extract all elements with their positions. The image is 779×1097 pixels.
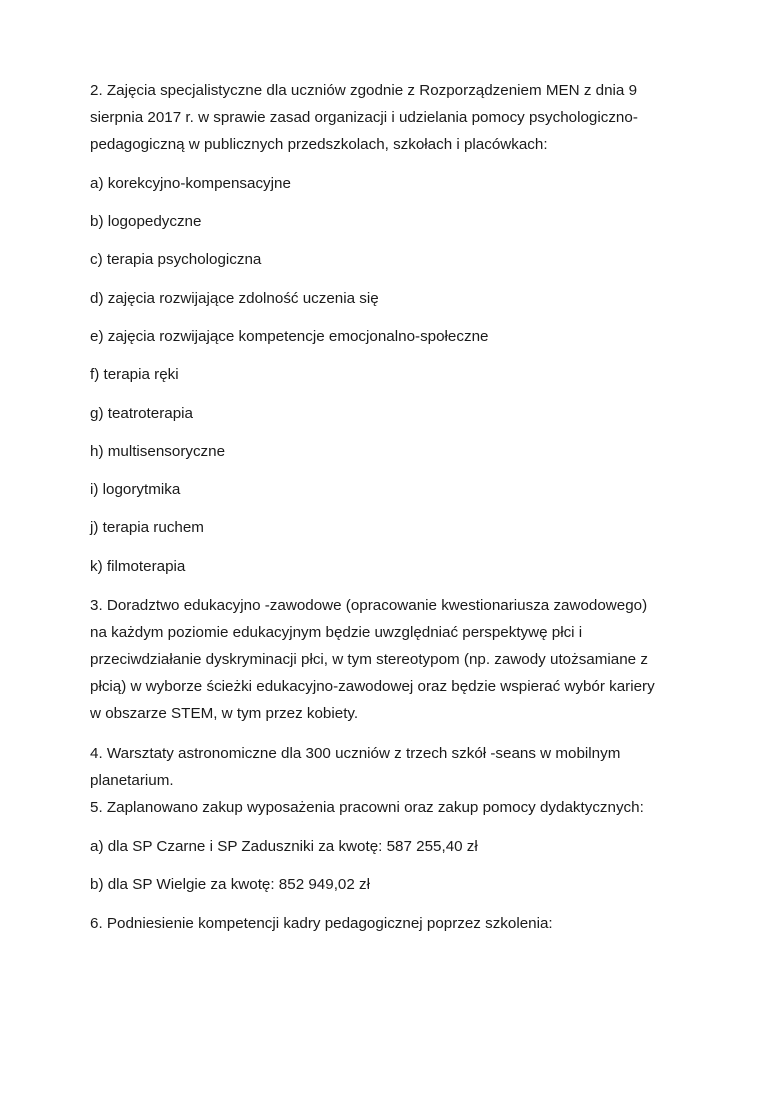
section-5-item-b [90, 871, 695, 898]
section-3-line: na każdym poziomie edukacyjnym będzie uwzględniać perspektywę płci i [90, 624, 583, 641]
section-4-line: 4. Warsztaty astronomiczne dla 300 uczniów z trzech szkół -seans w mobilnym [90, 745, 621, 762]
section-2-item-b [90, 208, 695, 235]
list-item: d) zajęcia rozwijające zdolność uczenia się [90, 290, 379, 307]
section-3-line: 3. Doradztwo edukacyjno -zawodowe (opracowanie kwestionariusza zawodowego) [90, 597, 648, 614]
section-3-line: płcią) w wyborze ścieżki edukacyjno-zawodowej oraz będzie wspierać wybór kariery [90, 678, 655, 695]
list-item: c) terapia psychologiczna [90, 251, 262, 268]
section-5-heading [90, 794, 695, 821]
section-6-heading-text: 6. Podniesienie kompetencji kadry pedagogicznej poprzez szkolenia: [90, 915, 553, 932]
section-2-line: pedagogiczną w publicznych przedszkolach, szkołach i placówkach: [90, 136, 548, 153]
section-2-item-f [90, 361, 695, 388]
list-item: b) logopedyczne [90, 213, 202, 230]
section-3-line: przeciwdziałanie dyskryminacji płci, w tym stereotypom (np. zawody utożsamiane z [90, 651, 648, 668]
section-4-line: planetarium. [90, 772, 174, 789]
list-item: f) terapia ręki [90, 366, 179, 383]
section-3-paragraph [90, 592, 695, 727]
section-5-heading-text: 5. Zaplanowano zakup wyposażenia pracowni oraz zakup pomocy dydaktycznych: [90, 799, 644, 816]
section-2-item-j [90, 514, 695, 541]
section-4-paragraph [90, 740, 695, 794]
section-2-line: 2. Zajęcia specjalistyczne dla uczniów zgodnie z Rozporządzeniem MEN z dnia 9 [90, 82, 638, 99]
section-2-item-a [90, 170, 695, 197]
section-6-heading [90, 910, 695, 937]
list-item: i) logorytmika [90, 481, 181, 498]
list-item: k) filmoterapia [90, 558, 186, 575]
list-item: e) zajęcia rozwijające kompetencje emocjonalno-społeczne [90, 328, 489, 345]
list-item: j) terapia ruchem [90, 519, 204, 536]
list-item: a) dla SP Czarne i SP Zaduszniki za kwotę: 587 255,40 zł [90, 838, 478, 855]
section-2-item-e [90, 323, 695, 350]
section-2-paragraph [90, 77, 695, 158]
list-item: g) teatroterapia [90, 405, 193, 422]
section-2-item-c [90, 246, 695, 273]
list-item: b) dla SP Wielgie za kwotę: 852 949,02 zł [90, 876, 371, 893]
list-item: a) korekcyjno-kompensacyjne [90, 175, 291, 192]
section-5-item-a [90, 833, 695, 860]
section-3-line: w obszarze STEM, w tym przez kobiety. [90, 705, 359, 722]
section-2-item-i [90, 476, 695, 503]
section-2-item-g [90, 400, 695, 427]
section-2-item-d [90, 285, 695, 312]
section-2-item-h [90, 438, 695, 465]
section-2-item-k [90, 553, 695, 580]
section-2-line: sierpnia 2017 r. w sprawie zasad organizacji i udzielania pomocy psychologiczno- [90, 109, 638, 126]
list-item: h) multisensoryczne [90, 443, 226, 460]
